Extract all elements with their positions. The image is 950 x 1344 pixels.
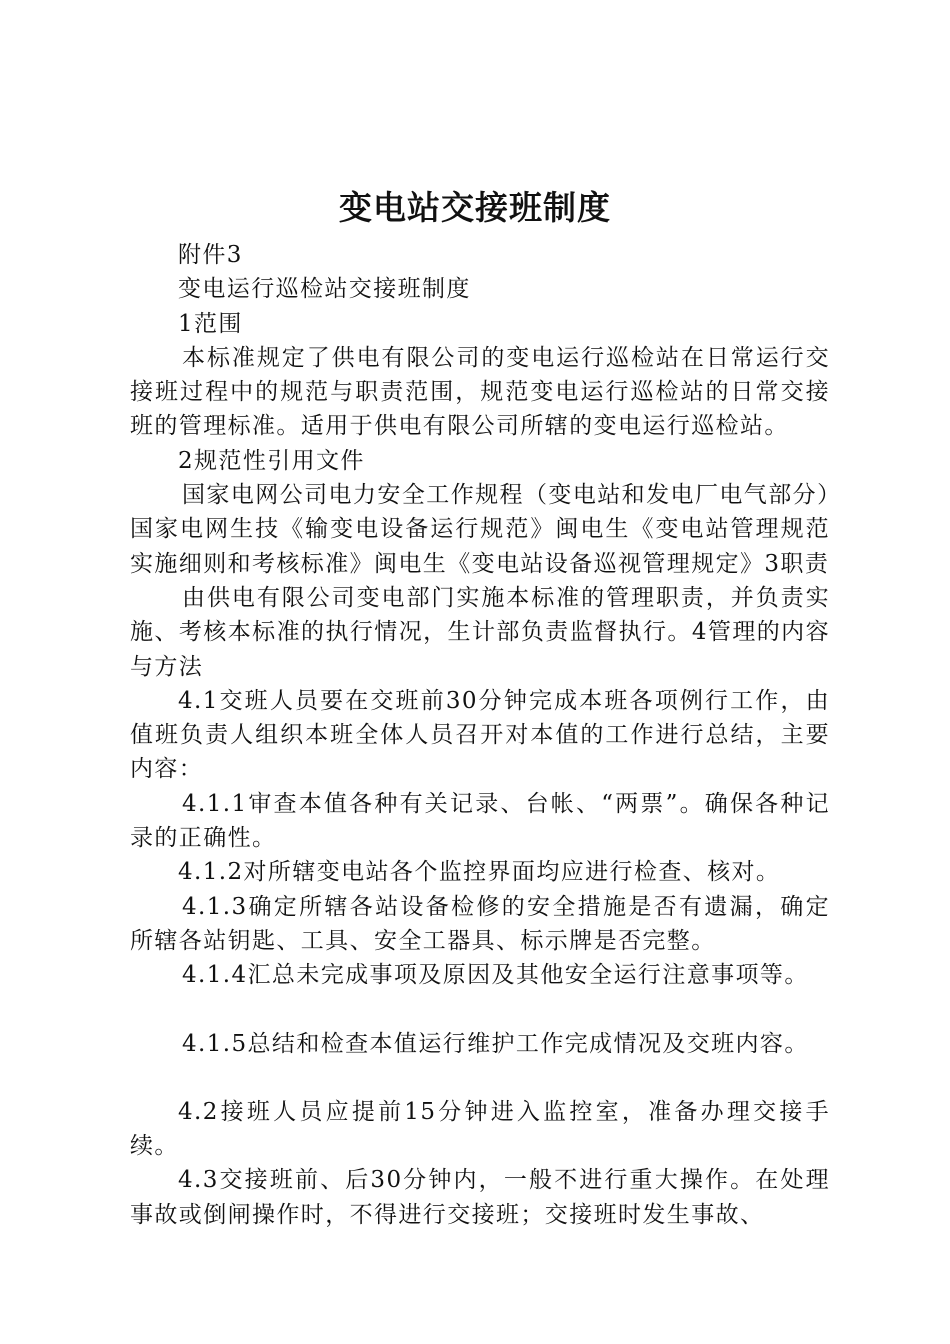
paragraph-4-1-3: 4.1.3确定所辖各站设备检修的安全措施是否有遗漏，确定所辖各站钥匙、工具、安全工器具、标示牌是否完整。 — [130, 893, 830, 954]
paragraph-section-references: 2规范性引用文件 — [178, 447, 365, 474]
document-title: 变电站交接班制度 — [339, 188, 611, 227]
paragraph-references-text: 国家电网公司电力安全工作规程（变电站和发电厂电气部分）国家电网生技《输变电设备运行规范》闽电生《变电站管理规范实施细则和考核标准》闽电生《变电站设备巡视管理规定》3职责 — [130, 482, 830, 577]
paragraph-4-1-5: 4.1.5总结和检查本值运行维护工作完成情况及交班内容。 — [182, 1030, 809, 1057]
paragraph-section-scope: 1范围 — [178, 310, 243, 337]
document-body — [130, 238, 830, 1232]
paragraph-4-1-4: 4.1.4汇总未完成事项及原因及其他安全运行注意事项等。 — [182, 962, 809, 989]
paragraph-attachment: 附件3 — [178, 242, 243, 268]
blank-line — [130, 993, 830, 1027]
paragraph-subtitle: 变电运行巡检站交接班制度 — [178, 276, 471, 303]
paragraph-4-3: 4.3交接班前、后30分钟内，一般不进行重大操作。在处理事故或倒闸操作时，不得进行交接班；交接班时发生事故、 — [130, 1167, 830, 1228]
paragraph-responsibility-text: 由供电有限公司变电部门实施本标准的管理职责，并负责实施、考核本标准的执行情况，生计部负责监督执行。4管理的内容与方法 — [130, 584, 830, 680]
blank-line — [130, 1061, 830, 1095]
paragraph-4-1-1: 4.1.1审查本值各种有关记录、台帐、“两票”。确保各种记录的正确性。 — [130, 790, 830, 852]
paragraph-4-1-2: 4.1.2对所辖变电站各个监控界面均应进行检查、核对。 — [178, 859, 781, 886]
paragraph-4-1: 4.1交班人员要在交班前30分钟完成本班各项例行工作，由值班负责人组织本班全体人员召开对本值的工作进行总结，主要内容： — [130, 687, 830, 783]
paragraph-4-2: 4.2接班人员应提前15分钟进入监控室，准备办理交接手续。 — [130, 1098, 830, 1160]
paragraph-scope-text: 本标准规定了供电有限公司的变电运行巡检站在日常运行交接班过程中的规范与职责范围，规范变电运行巡检站的日常交接班的管理标准。适用于供电有限公司所辖的变电运行巡检站。 — [130, 344, 830, 440]
